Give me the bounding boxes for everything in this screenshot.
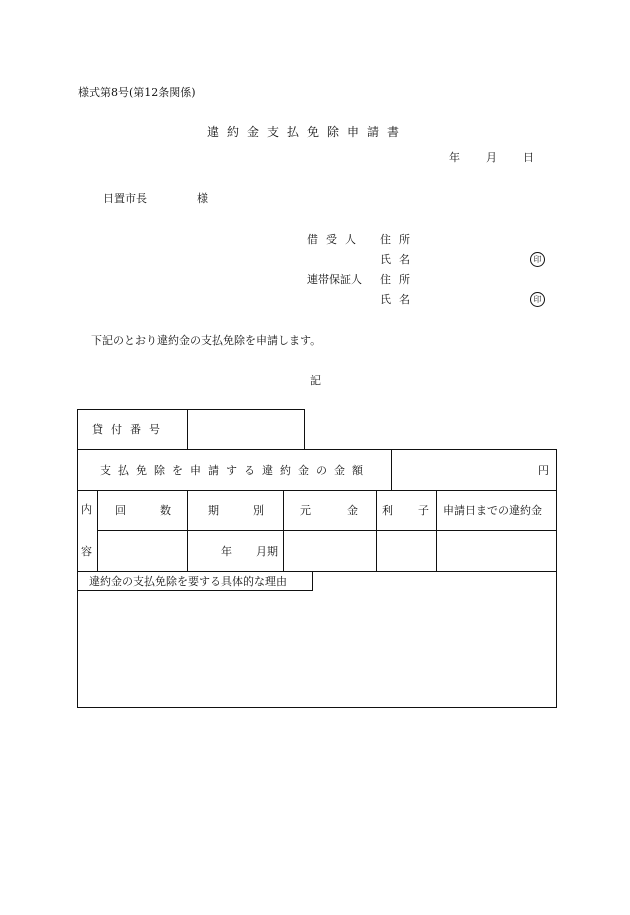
form-title: 違約金支払免除申請書 [207, 125, 408, 139]
kibetsu-year: 年 [221, 545, 232, 558]
col-kibetsu: 期別 [208, 504, 298, 517]
naiyou-label-1: 内 [81, 503, 92, 516]
col-rishi: 利子 [382, 504, 454, 517]
date-year-label: 年 [449, 151, 460, 164]
kibetsu-month: 月期 [256, 545, 278, 558]
col-iyakukin: 申請日までの違約金 [443, 504, 542, 517]
form-number: 様式第8号(第12条関係) [78, 86, 196, 99]
body-text: 下記のとおり違約金の支払免除を申請します。 [91, 334, 322, 347]
col-gankin: 元金 [300, 504, 394, 517]
addressee-honorific: 様 [197, 192, 208, 205]
borrower-seal-icon: 印 [530, 252, 545, 267]
yen-label: 円 [538, 464, 549, 477]
borrower-label: 借受人 [307, 233, 364, 246]
ki-label: 記 [310, 374, 321, 387]
guarantor-label: 連帯保証人 [307, 273, 362, 286]
date-month-label: 月 [486, 151, 497, 164]
reason-label: 違約金の支払免除を要する具体的な理由 [89, 575, 287, 588]
addressee-name: 日置市長 [103, 192, 147, 205]
guarantor-seal-icon: 印 [530, 292, 545, 307]
guarantor-address-label: 住所 [380, 273, 418, 286]
borrower-address-label: 住所 [380, 233, 418, 246]
date-day-label: 日 [523, 151, 534, 164]
borrower-name-label: 氏名 [380, 253, 418, 266]
loan-number-label: 貸付番号 [92, 423, 168, 436]
exempt-amount-label: 支払免除を申請する違約金の金額 [100, 464, 370, 477]
col-kaisu: 回数 [115, 504, 205, 517]
naiyou-label-2: 容 [81, 545, 92, 558]
guarantor-name-label: 氏名 [380, 293, 418, 306]
